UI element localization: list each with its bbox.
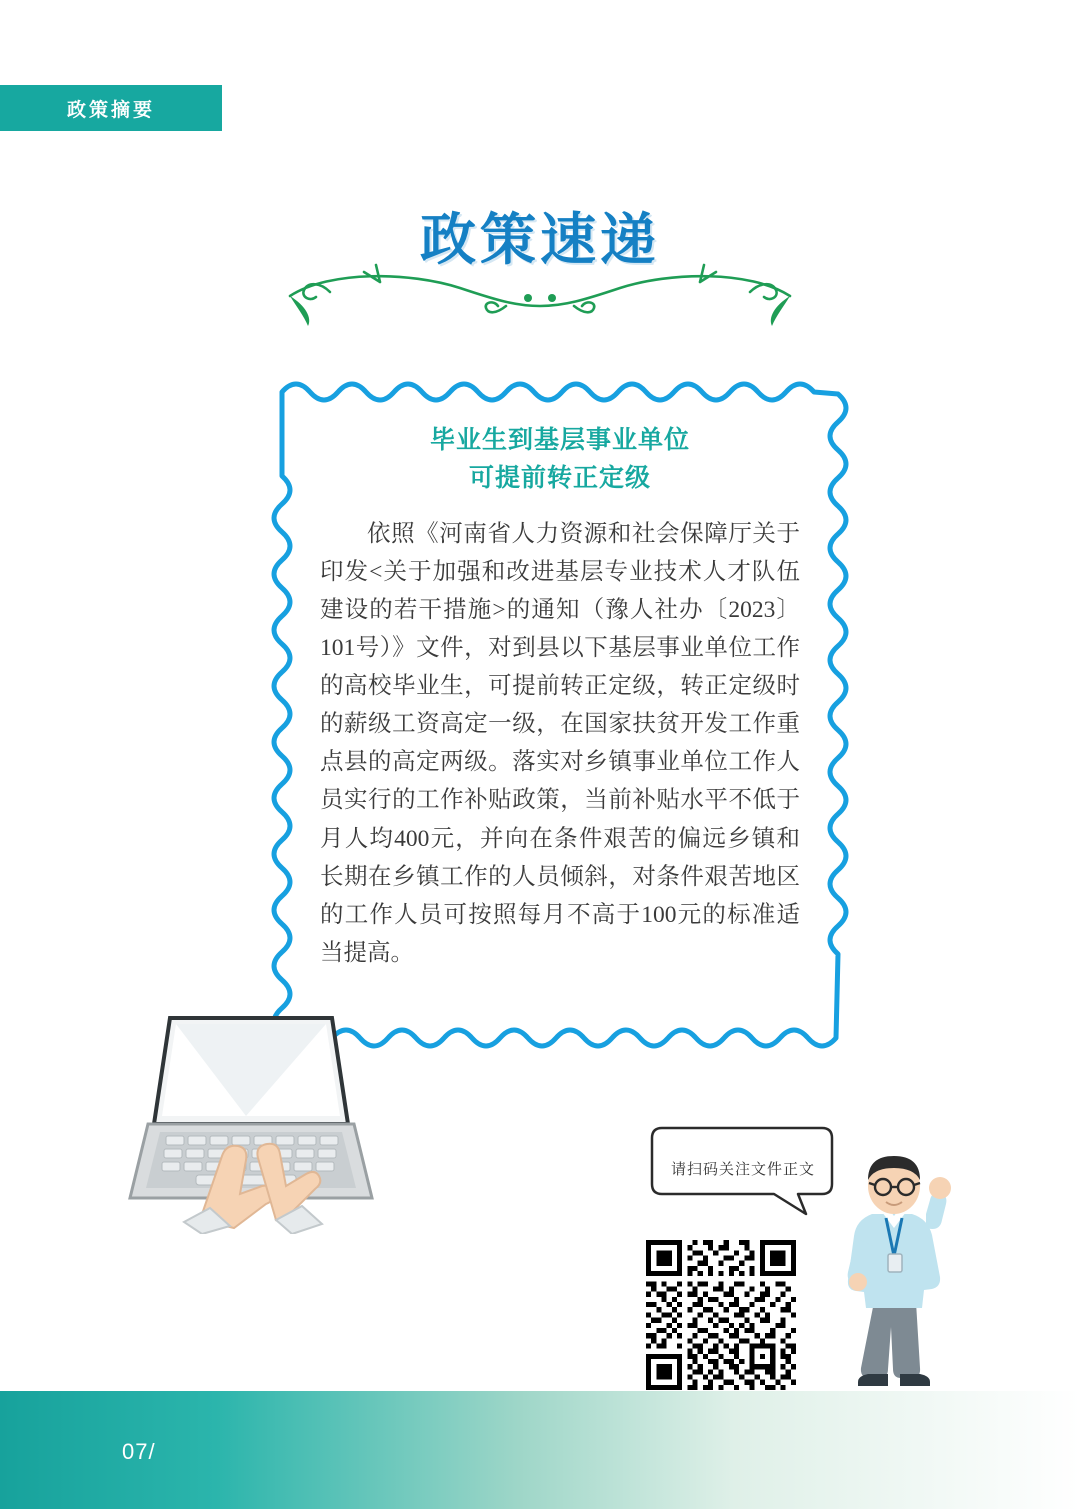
policy-card	[268, 370, 852, 1060]
person-illustration	[828, 1152, 960, 1392]
page-title: 政策速递	[420, 208, 660, 271]
policy-card-title-line2: 可提前转正定级	[468, 463, 651, 492]
section-tab-label: 政策摘要	[66, 99, 155, 121]
speech-bubble-text: 请扫码关注文件正文	[670, 1162, 815, 1178]
laptop-typing-illustration	[126, 1012, 378, 1234]
section-tab	[0, 85, 222, 131]
policy-card-body: 依照《河南省人力资源和社会保障厅关于印发<关于加强和改进基层专业技术人才队伍建设的若干措施>的通知（豫人社办〔2023〕101号）》文件，对到县以下基层事业单位工作的高校毕业生，可提前转正定级，转正定级时的薪级工资高定一级，在国家扶贫开发工作重点县的高定两级。落实对乡镇事业单位工作人员实行的工作补贴政策，当前补贴水平不低于月人均400元，并向在条件艰苦的偏远乡镇和长期在乡镇工作的人员倾斜，对条件艰苦地区的工作人员可按照每月不高于100元的标准适当提高。	[320, 521, 800, 966]
page-number: 07/	[122, 1439, 156, 1464]
page-footer	[0, 1391, 1080, 1509]
policy-card-title	[320, 422, 800, 497]
qr-code[interactable]	[646, 1240, 796, 1390]
policy-card-title-line1: 毕业生到基层事业单位	[429, 426, 690, 454]
flourish-divider	[260, 262, 820, 332]
policy-card-content	[320, 422, 800, 1012]
